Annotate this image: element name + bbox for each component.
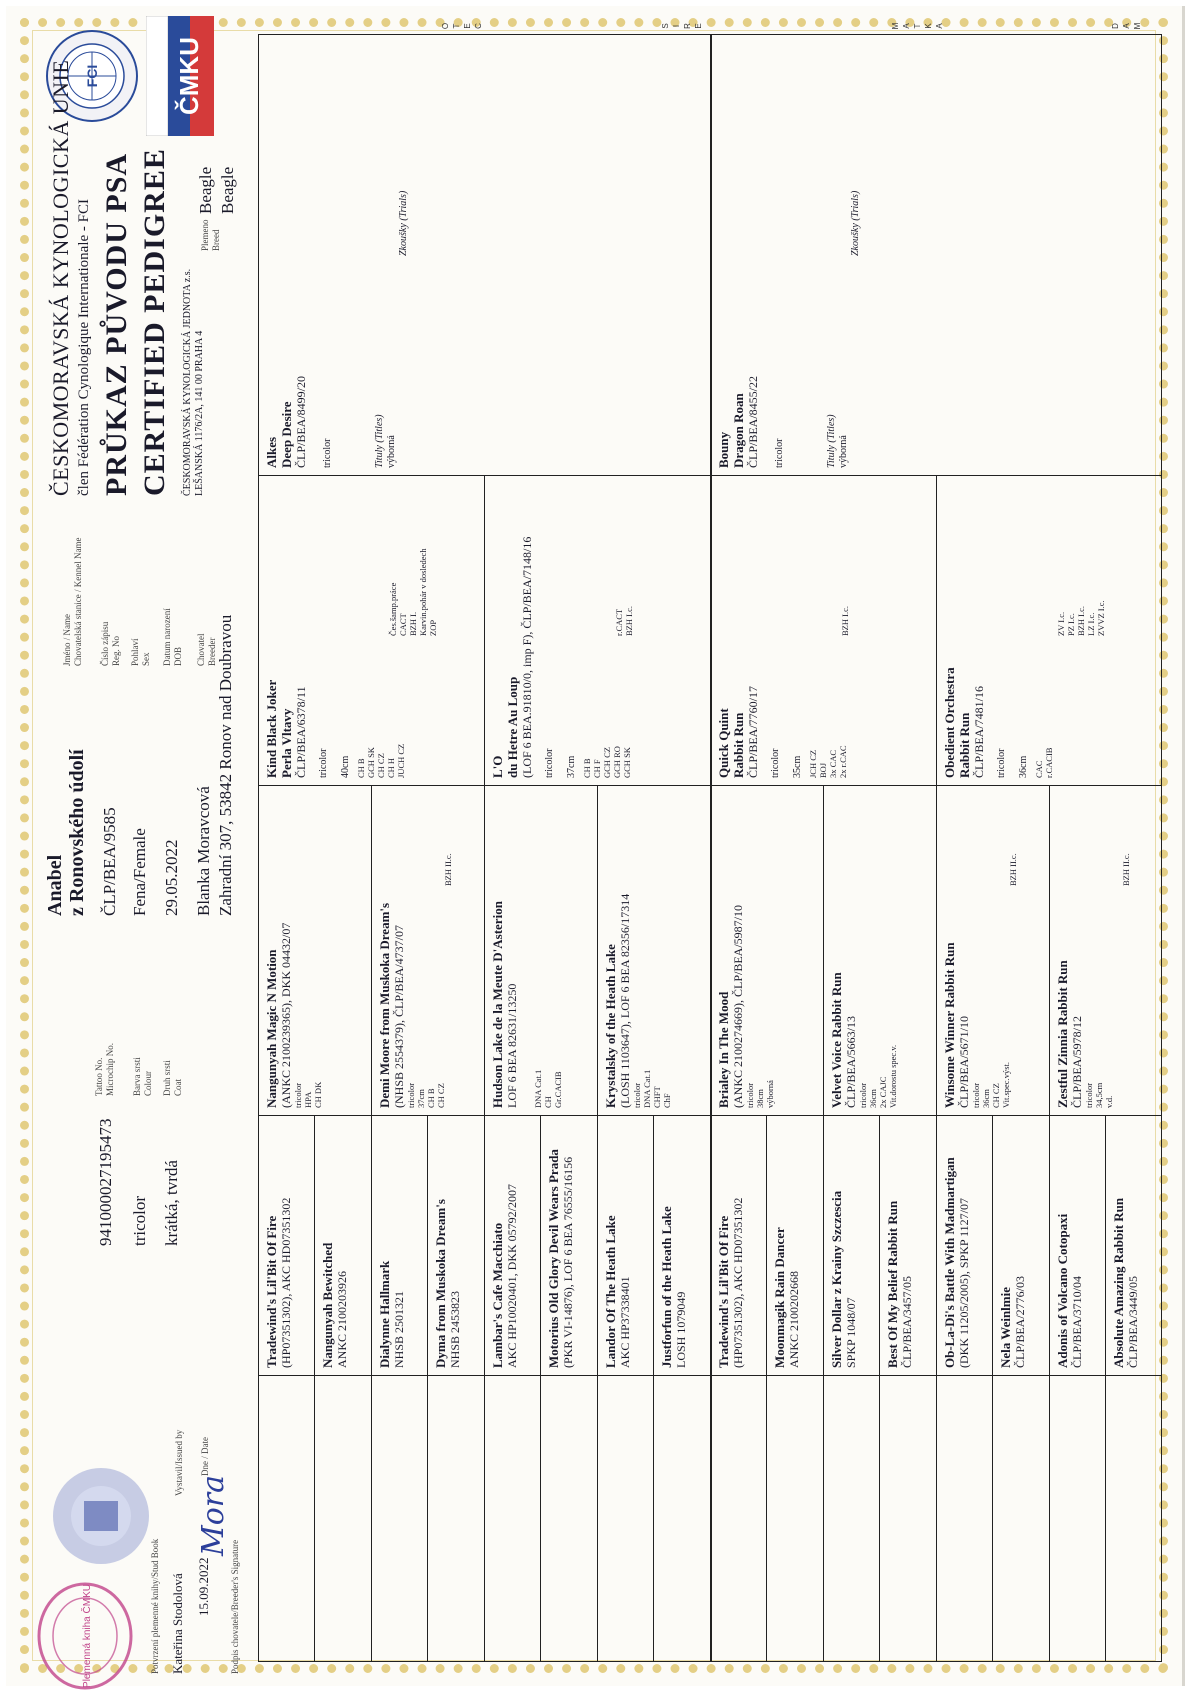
g4-cell-9 bbox=[766, 1116, 823, 1376]
dam-reg: ČLP/BEA/8455/22 bbox=[746, 375, 760, 468]
cmku-logo-text: ČMKU bbox=[174, 37, 204, 115]
round-seal bbox=[46, 1461, 156, 1571]
club-address: LEŠANSKÁ 1176/2A, 141 00 PRAHA 4 bbox=[194, 330, 205, 496]
g3-name-7: Zestful Zinnia Rabbit Run bbox=[1055, 960, 1070, 1108]
g3-reg-6: ČLP/BEA/5671/10 bbox=[957, 1015, 971, 1108]
g2-cell-3 bbox=[936, 476, 1162, 786]
g3-name-5: Velvet Voice Rabbit Run bbox=[829, 972, 844, 1108]
g2-titles-1: CH B CH F GCH CZ GCH RO GCH SK bbox=[582, 746, 632, 778]
label-colour: Barva srsti Colour bbox=[132, 1057, 153, 1096]
g2-cell-1 bbox=[484, 476, 710, 786]
g2-colour-1: tricolor bbox=[544, 748, 555, 778]
g3-cell-5 bbox=[823, 786, 936, 1116]
g4-reg-8: (HP07351302), AKC HD07351302 bbox=[731, 1197, 745, 1368]
g2-name-3: Obedient Orchestra bbox=[942, 667, 957, 778]
g4-name-11: Best Of My Belief Rabbit Run bbox=[885, 1200, 900, 1368]
g3-extra-4: tricolor 38cm výborná bbox=[745, 1080, 775, 1108]
club-name: ČESKOMORAVSKÁ KYNOLOGICKÁ JEDNOTA z.s. bbox=[182, 268, 193, 496]
g4-name-15: Absolute Amazing Rabbit Run bbox=[1111, 1197, 1126, 1368]
g3-reg-0: (ANKC 2100239365), DKK 04432/07 bbox=[279, 922, 293, 1108]
microchip: 941000027195473 bbox=[96, 1118, 115, 1246]
dam-titles-label: Tituly (Titles) bbox=[826, 414, 837, 468]
g4-reg-0: (HP07351302), AKC HD07351302 bbox=[279, 1197, 293, 1368]
g2-titles-2: JCH CZ BOJ 3x CAC 2x r.CAC bbox=[808, 745, 848, 778]
g3-extra-0: tricolor HPA CH DK bbox=[293, 1081, 323, 1108]
g2-colour-0: tricolor bbox=[318, 748, 329, 778]
coat-type: krátká, tvrdá bbox=[162, 1160, 181, 1246]
g4-name-3: Dyma from Muskoka Dream's bbox=[433, 1199, 448, 1368]
dog-name: Anabel bbox=[44, 854, 66, 916]
label-breeder: Chovatel Breeder bbox=[196, 633, 217, 666]
g2-colour-2: tricolor bbox=[770, 748, 781, 778]
sire-reg: ČLP/BEA/8499/20 bbox=[294, 375, 308, 468]
g4-cell-14 bbox=[1049, 1116, 1105, 1376]
g2-height-3: 36cm bbox=[1018, 755, 1029, 778]
g3-name-6: Winsome Winner Rabbit Run bbox=[942, 942, 957, 1108]
g2-height-1: 37cm bbox=[566, 755, 577, 778]
g4-reg-11: ČLP/BEA/3457/05 bbox=[900, 1275, 914, 1368]
g4-reg-2: NHSB 2501321 bbox=[392, 1290, 406, 1368]
doc-title-cz: PRŮKAZ PŮVODU PSA bbox=[100, 152, 133, 496]
g3-name-0: Nangunyah Magic N Motion bbox=[264, 949, 279, 1108]
g4-cell-1 bbox=[314, 1116, 371, 1376]
g4-reg-3: NHSB 2453823 bbox=[448, 1290, 462, 1368]
g4-name-8: Tradewind's Lil'Bit Of Fire bbox=[716, 1215, 731, 1368]
g2-height-0: 40cm bbox=[340, 755, 351, 778]
label-signature: Podpis chovatele/Breeder's Signature bbox=[230, 1539, 240, 1674]
g3-cell-6 bbox=[936, 786, 1049, 1116]
signature: Mora bbox=[196, 1474, 231, 1556]
g3-name-3: Krystalsky of the Heath Lake bbox=[603, 944, 618, 1108]
g2-reg-1: (LOF 6 BEA.91810/0, imp F), ČLP/BEA/7148/16 bbox=[520, 536, 534, 778]
g4-cell-11 bbox=[879, 1116, 936, 1376]
g4-cell-4 bbox=[484, 1116, 540, 1376]
dog-kennel: z Ronovského údolí bbox=[66, 749, 88, 916]
label-reg: Číslo zápisu Reg. No bbox=[100, 621, 121, 666]
label-sex: Pohlaví Sex bbox=[130, 638, 151, 666]
g3-extra-3: tricolor DNA Cat.1 CHFT ChF bbox=[632, 1069, 672, 1108]
g3-extra-7: tricolor 34,5cm v.d. bbox=[1084, 1082, 1114, 1108]
g2-name-2: Quick Quint bbox=[716, 708, 731, 778]
g4-name-7: Justforfun of the Heath Lake bbox=[659, 1206, 674, 1368]
g4-reg-7: LOSH 1079049 bbox=[674, 1291, 688, 1368]
label-issued-by: Vystavil/Issued by bbox=[174, 1429, 184, 1496]
label-name: Jméno / Name Chovatelská stanice / Kennel Name bbox=[62, 537, 83, 666]
side-label-sire: S I R E bbox=[661, 23, 703, 29]
g2-cell-2 bbox=[710, 476, 936, 786]
breed-cz: Beagle bbox=[196, 166, 215, 214]
g4-reg-5: (PKR VI-14876), LOF 6 BEA 76555/16156 bbox=[561, 1156, 575, 1368]
breeder-name: Blanka Moravcová bbox=[194, 786, 213, 916]
stamp-text: Plemenná kniha ČMKU bbox=[82, 1584, 93, 1688]
sire-titles: výborná bbox=[386, 435, 397, 468]
g2-trials-2: BZH I.c. bbox=[840, 606, 850, 636]
g2-reg-3: ČLP/BEA/7481/16 bbox=[972, 685, 986, 778]
label-stud-book: Potvrzení plemenné knihy/Stud Book bbox=[150, 1538, 160, 1674]
g2-titles-0: CH B GCH SK CH CZ CH H JUCH CZ bbox=[356, 743, 406, 778]
label-date: Dne / Date bbox=[200, 1437, 210, 1476]
g2-name-1: L'O bbox=[490, 755, 505, 778]
g4-name-4: Lambar's Cafe Macchiato bbox=[490, 1222, 505, 1368]
dam-titles: výborná bbox=[838, 435, 849, 468]
g4-name-1: Nangunyah Bewitched bbox=[320, 1242, 335, 1368]
org-subtitle: člen Fédération Cynologique Internationale - FCI bbox=[76, 198, 92, 496]
side-label-mother: M A T K A bbox=[891, 22, 944, 30]
g4-reg-13: ČLP/BEA/2776/03 bbox=[1013, 1275, 1027, 1368]
g2-kennel-0: Perla Vltavy bbox=[279, 708, 294, 778]
g2-height-2: 35cm bbox=[792, 755, 803, 778]
breed-en: Beagle bbox=[218, 166, 237, 214]
g4-cell-13 bbox=[992, 1116, 1049, 1376]
g2-titles-3: CAC r.CACIB bbox=[1034, 747, 1054, 778]
g4-cell-5 bbox=[540, 1116, 597, 1376]
g4-name-12: Ob-La-Di's Battle With Madmartigan bbox=[942, 1157, 957, 1368]
g2-cell-0 bbox=[258, 476, 484, 786]
g3-reg-1: (NHSB 2554379), ČLP/BEA/4737/07 bbox=[392, 924, 406, 1108]
g4-cell-0 bbox=[258, 1116, 314, 1376]
g2-trials-3: ZV I.c. PZ I.c. BZH I.c. LZ I.c. ZVVZ I.c. bbox=[1056, 600, 1106, 636]
sire-colour: tricolor bbox=[322, 438, 333, 468]
g3-reg-2: LOF 6 BEA 82631/13250 bbox=[505, 983, 519, 1108]
g2-kennel-2: Rabbit Run bbox=[731, 712, 746, 778]
g2-kennel-1: du Hetre Au Loup bbox=[505, 676, 520, 778]
g4-cell-15 bbox=[1105, 1116, 1162, 1376]
g4-name-9: Moonmagik Rain Dancer bbox=[772, 1227, 787, 1368]
g2-name-0: Kind Black Joker bbox=[264, 679, 279, 778]
g2-trials-0: Čes.šamp.práce CACT BZH I. Karvin.pohár v dosledech ZOP bbox=[388, 548, 438, 636]
coat-colour: tricolor bbox=[130, 1195, 149, 1246]
g4-reg-9: ANKC 2100202668 bbox=[787, 1270, 801, 1368]
dam-kennel: Dragon Roan bbox=[731, 393, 746, 468]
g4-name-0: Tradewind's Lil'Bit Of Fire bbox=[264, 1215, 279, 1368]
g3-reg-5: ČLP/BEA/5663/13 bbox=[844, 1015, 858, 1108]
org-title: ČESKOMORAVSKÁ KYNOLOGICKÁ UNIE bbox=[48, 59, 73, 496]
g3-name-2: Hudson Lake de la Meute D'Asterion bbox=[490, 901, 505, 1108]
dog-reg: ČLP/BEA/9585 bbox=[100, 807, 119, 916]
dam-trials-label: Zkoušky (Trials) bbox=[850, 190, 861, 256]
label-tattoo: Tattoo No. Microchip No. bbox=[94, 1043, 115, 1096]
g2-reg-2: ČLP/BEA/7760/17 bbox=[746, 685, 760, 778]
g3-cell-2 bbox=[484, 786, 597, 1116]
g4-reg-14: ČLP/BEA/3710/04 bbox=[1070, 1275, 1084, 1368]
g4-cell-8 bbox=[710, 1116, 766, 1376]
g4-name-5: Motorius Old Glory Devil Wears Prada bbox=[546, 1149, 561, 1368]
stud-book-stamp bbox=[30, 1576, 140, 1696]
g3-name-4: Brialey In The Mood bbox=[716, 991, 731, 1108]
dam-cell bbox=[710, 34, 1162, 476]
g4-name-6: Landor Of The Heath Lake bbox=[603, 1215, 618, 1368]
g3-reg-7: ČLP/BEA/5978/12 bbox=[1070, 1015, 1084, 1108]
g2-colour-3: tricolor bbox=[996, 748, 1007, 778]
g3-extra-5: tricolor 36cm 2x CAJC Vit.dorostu spec.v. bbox=[858, 1044, 898, 1108]
sire-kennel: Deep Desire bbox=[279, 401, 294, 468]
sire-cell bbox=[258, 34, 710, 476]
breeder-address: Zahradní 307, 53842 Ronov nad Doubravou bbox=[216, 614, 235, 916]
g4-reg-15: ČLP/BEA/3449/05 bbox=[1126, 1275, 1140, 1368]
g3-extra2-7: BZH II.c. bbox=[1121, 853, 1131, 886]
g3-extra2-6: BZH II.c. bbox=[1008, 853, 1018, 886]
g3-extra-6: tricolor 36cm CH CZ Vit.spec.výst. bbox=[971, 1062, 1011, 1108]
g4-cell-10 bbox=[823, 1116, 879, 1376]
g3-cell-3 bbox=[597, 786, 710, 1116]
g4-cell-2 bbox=[371, 1116, 427, 1376]
label-breed: Plemeno Breed bbox=[200, 219, 221, 251]
dam-name: Bouny bbox=[716, 431, 731, 468]
dam-colour: tricolor bbox=[774, 438, 785, 468]
sire-titles-label: Tituly (Titles) bbox=[374, 414, 385, 468]
g4-name-13: Nela Weinlmie bbox=[998, 1286, 1013, 1368]
issuer-name: Kateřina Stodolová bbox=[170, 1573, 185, 1674]
issue-date: 15.09.2022 bbox=[196, 1557, 211, 1616]
g4-cell-3 bbox=[427, 1116, 484, 1376]
g3-extra-1: tricolor 37cm CH B CH CZ bbox=[406, 1082, 446, 1108]
g4-name-14: Adonis of Volcano Cotopaxi bbox=[1055, 1213, 1070, 1368]
g2-trials-1: r.CACT BZH I.c. bbox=[614, 606, 634, 636]
g4-cell-7 bbox=[653, 1116, 710, 1376]
g2-reg-0: ČLP/BEA/6378/11 bbox=[294, 686, 308, 778]
g3-reg-4: (ANKC 2100274669), ČLP/BEA/5987/10 bbox=[731, 904, 745, 1108]
g3-cell-4 bbox=[710, 786, 823, 1116]
g3-cell-7 bbox=[1049, 786, 1162, 1116]
sire-name: Alkes bbox=[264, 436, 279, 468]
cmku-logo bbox=[146, 16, 214, 136]
g4-reg-10: SPKP 1048/07 bbox=[844, 1297, 858, 1368]
dog-dob: 29.05.2022 bbox=[162, 839, 181, 916]
g3-extra2-1: BZH II.c. bbox=[443, 853, 453, 886]
label-dob: Datum narození DOB bbox=[162, 608, 183, 666]
sire-trials-label: Zkoušky (Trials) bbox=[398, 190, 409, 256]
g4-reg-1: ANKC 2100203926 bbox=[335, 1270, 349, 1368]
g4-name-10: Silver Dollar z Krainy Szczescia bbox=[829, 1190, 844, 1368]
g4-reg-4: AKC HP10020401, DKK 05792/2007 bbox=[505, 1183, 519, 1368]
g4-reg-6: AKC HP37338401 bbox=[618, 1276, 632, 1368]
g4-cell-6 bbox=[597, 1116, 653, 1376]
g4-reg-12: (DKK 11205/2005), SPKP 1127/07 bbox=[957, 1197, 971, 1368]
g3-cell-0 bbox=[258, 786, 371, 1116]
g3-extra-2: DNA Cat.1 CH Gr.CACIB bbox=[533, 1069, 563, 1108]
g4-name-2: Dialynne Hallmark bbox=[377, 1260, 392, 1368]
fci-logo-text: FCI bbox=[84, 64, 100, 88]
g3-cell-1 bbox=[371, 786, 484, 1116]
label-coat: Druh srsti Coat bbox=[162, 1060, 183, 1096]
g2-kennel-3: Rabbit Run bbox=[957, 712, 972, 778]
side-label-father: O T E C bbox=[441, 22, 483, 30]
doc-title-en: CERTIFIED PEDIGREE bbox=[138, 148, 171, 496]
side-label-dam: D A M bbox=[1111, 22, 1142, 30]
g4-cell-12 bbox=[936, 1116, 992, 1376]
g3-reg-3: (LOSH 1103647), LOF 6 BEA 82356/17314 bbox=[618, 893, 632, 1108]
dog-sex: Fena/Female bbox=[130, 828, 149, 916]
g3-name-1: Demi Moore from Muskoka Dream's bbox=[377, 902, 392, 1108]
